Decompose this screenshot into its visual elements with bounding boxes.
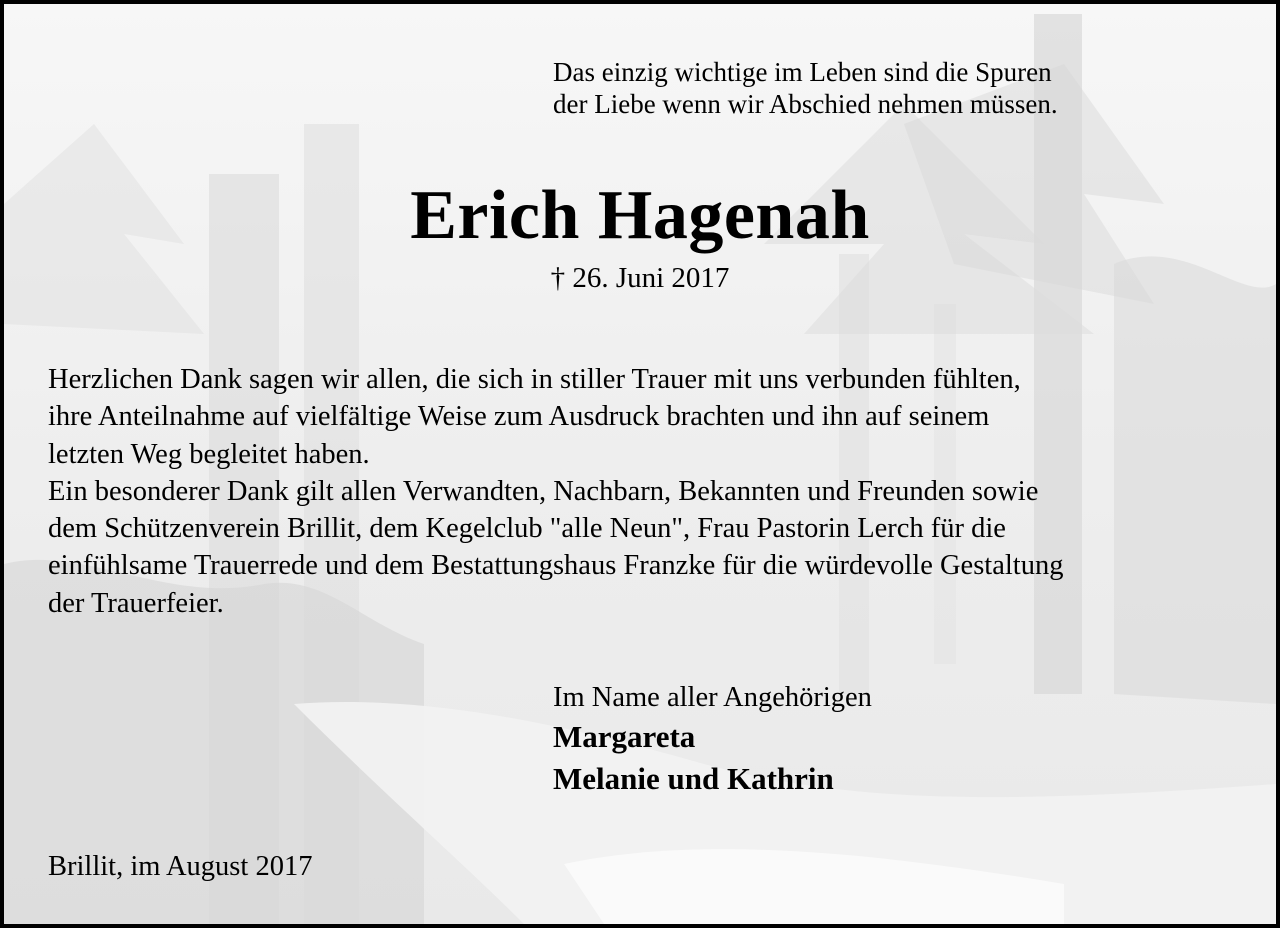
message-line: dem Schützenverein Brillit, dem Kegelclub "alle Neun", Frau Pastorin Lerch für die [48,513,1006,545]
family-member: Melanie und Kathrin [553,761,834,796]
message-line: Herzlichen Dank sagen wir allen, die sich in stiller Trauer mit uns verbunden fühlten, [48,364,1021,395]
family-signature [553,680,872,800]
message-line: der Trauerfeier. [48,587,224,619]
message-line: Ein besonderer Dank gilt allen Verwandten, Nachbarn, Bekannten und Freunden sowie [48,475,1039,507]
family-intro: Im Name aller Angehörigen [553,682,872,713]
deceased-name: Erich Hagenah [410,177,870,254]
memorial-quote [553,56,1058,120]
quote-line: Das einzig wichtige im Leben sind die Spuren [553,57,1052,87]
message-line: ihre Anteilnahme auf vielfältige Weise zum Ausdruck brachten und ihn auf seinem [48,401,990,433]
thank-you-message [48,361,1063,622]
death-date: † 26. Juni 2017 [550,262,730,294]
quote-line: der Liebe wenn wir Abschied nehmen müssen. [553,89,1058,119]
place-and-date: Brillit, im August 2017 [48,851,313,882]
family-member: Margareta [553,719,696,754]
message-line: letzten Weg begleitet haben. [48,438,370,470]
message-line: einfühlsame Trauerrede und dem Bestattungshaus Franzke für die würdevolle Gestaltung [48,550,1064,582]
